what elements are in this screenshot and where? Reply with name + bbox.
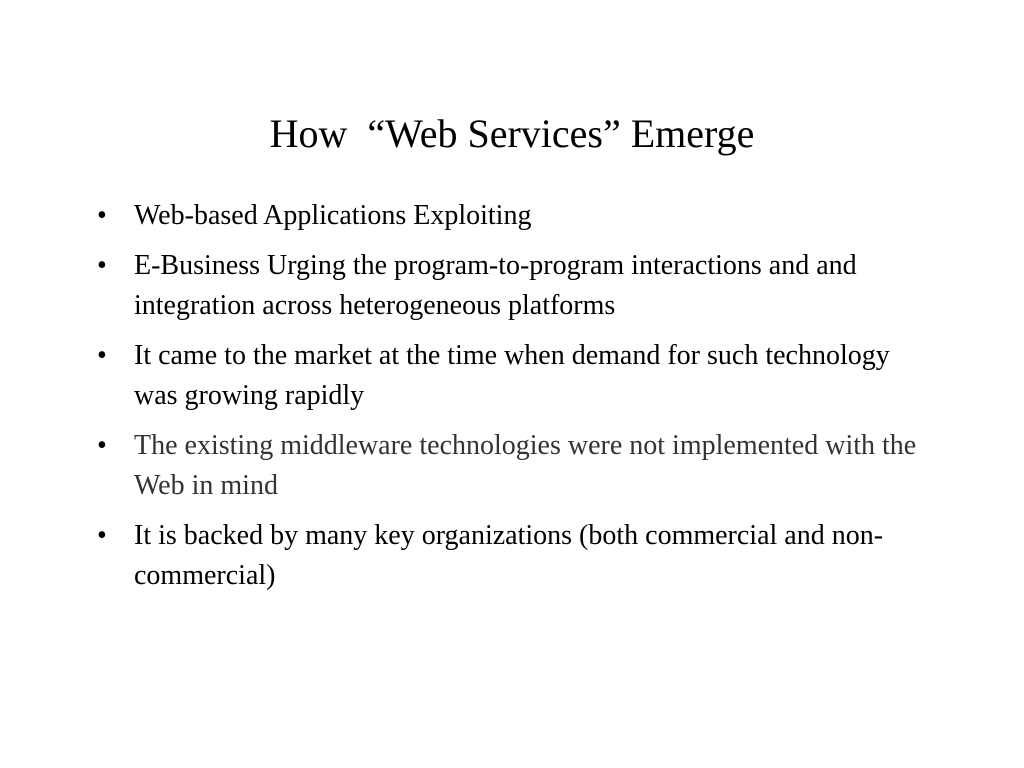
bullet-list (97, 196, 937, 606)
bullet-text: Web-based Applications Exploiting (134, 200, 532, 231)
bullet-item (97, 246, 937, 326)
bullet-icon: • (97, 430, 107, 461)
bullet-icon: • (97, 200, 107, 231)
bullet-icon: • (97, 340, 107, 371)
bullet-icon: • (97, 250, 107, 281)
bullet-item (97, 196, 937, 236)
bullet-item (97, 516, 937, 596)
bullet-text: The existing middleware technologies were not implemented with the Web in mind (134, 430, 917, 501)
bullet-item (97, 426, 937, 506)
bullet-text: E-Business Urging the program-to-program interactions and and integration across heterogeneous platforms (134, 250, 857, 321)
slide-title: How “Web Services” Emerge (269, 111, 755, 156)
bullet-text: It came to the market at the time when demand for such technology was growing rapidly (134, 340, 890, 411)
bullet-icon: • (97, 520, 107, 551)
bullet-item (97, 336, 937, 416)
bullet-text: It is backed by many key organizations (both commercial and non-commercial) (134, 520, 884, 591)
